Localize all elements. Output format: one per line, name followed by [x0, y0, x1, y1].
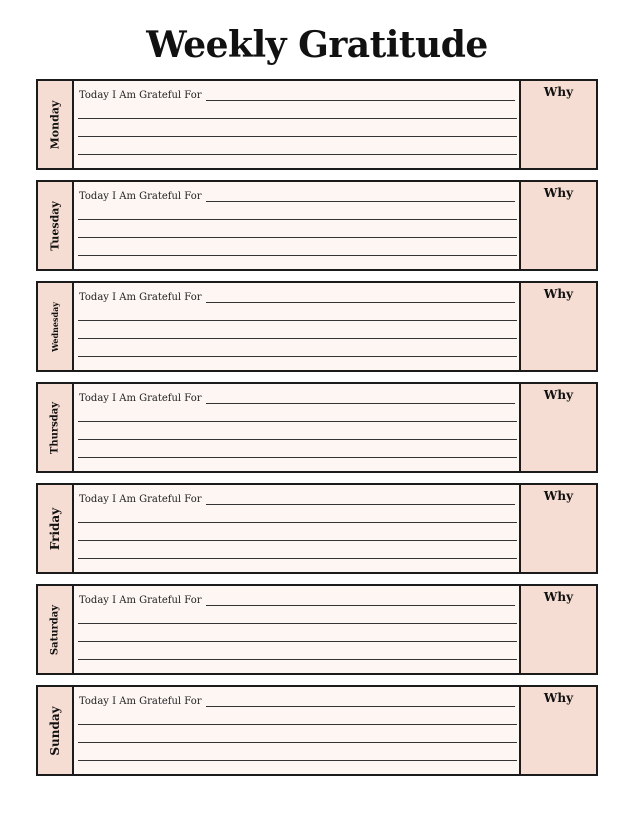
write-line[interactable] [78, 724, 517, 725]
why-label: Why [543, 691, 574, 705]
write-line[interactable] [206, 403, 516, 404]
write-line[interactable] [78, 136, 517, 137]
write-line[interactable] [206, 504, 516, 505]
day-label-column [38, 687, 74, 774]
write-line[interactable] [78, 338, 517, 339]
gratitude-lines-area[interactable] [74, 81, 519, 168]
write-line[interactable] [206, 100, 516, 101]
day-block-saturday [36, 584, 598, 675]
write-line[interactable] [78, 255, 517, 256]
write-line[interactable] [78, 421, 517, 422]
day-label-column [38, 182, 74, 269]
day-label: Thursday [49, 401, 61, 454]
day-block-tuesday [36, 180, 598, 271]
day-block-wednesday [36, 281, 598, 372]
gratitude-lines-area[interactable] [74, 586, 519, 673]
write-line[interactable] [78, 623, 517, 624]
write-line[interactable] [78, 760, 517, 761]
day-block-thursday [36, 382, 598, 473]
write-line[interactable] [78, 742, 517, 743]
prompt-row [79, 292, 515, 304]
day-label: Wednesday [50, 301, 60, 352]
why-column[interactable] [519, 485, 596, 572]
why-label: Why [543, 388, 574, 402]
prompt-row [79, 191, 515, 203]
day-block-monday [36, 79, 598, 170]
write-line[interactable] [78, 154, 517, 155]
day-label: Tuesday [48, 200, 62, 251]
write-line[interactable] [206, 201, 516, 202]
why-column[interactable] [519, 687, 596, 774]
why-column[interactable] [519, 81, 596, 168]
prompt-text: Today I Am Grateful For [79, 494, 202, 505]
why-label: Why [543, 590, 574, 604]
day-label: Friday [48, 507, 62, 550]
write-line[interactable] [206, 605, 516, 606]
write-line[interactable] [78, 237, 517, 238]
gratitude-lines-area[interactable] [74, 485, 519, 572]
day-label-column [38, 485, 74, 572]
prompt-text: Today I Am Grateful For [79, 393, 202, 404]
day-label: Monday [48, 100, 62, 149]
why-column[interactable] [519, 586, 596, 673]
gratitude-lines-area[interactable] [74, 687, 519, 774]
day-label-column [38, 283, 74, 370]
day-block-friday [36, 483, 598, 574]
write-line[interactable] [78, 118, 517, 119]
prompt-text: Today I Am Grateful For [79, 595, 202, 606]
write-line[interactable] [78, 439, 517, 440]
days-list [36, 79, 598, 786]
why-column[interactable] [519, 182, 596, 269]
why-label: Why [543, 287, 574, 301]
prompt-text: Today I Am Grateful For [79, 90, 202, 101]
day-label-column [38, 586, 74, 673]
write-line[interactable] [78, 457, 517, 458]
write-line[interactable] [78, 558, 517, 559]
day-block-sunday [36, 685, 598, 776]
gratitude-lines-area[interactable] [74, 182, 519, 269]
prompt-text: Today I Am Grateful For [79, 191, 202, 202]
write-line[interactable] [78, 522, 517, 523]
why-label: Why [543, 489, 574, 503]
write-line[interactable] [78, 356, 517, 357]
prompt-row [79, 494, 515, 506]
write-line[interactable] [78, 659, 517, 660]
day-label-column [38, 384, 74, 471]
prompt-row [79, 393, 515, 405]
why-label: Why [543, 186, 574, 200]
day-label-column [38, 81, 74, 168]
prompt-row [79, 90, 515, 102]
why-column[interactable] [519, 283, 596, 370]
why-label: Why [543, 85, 574, 99]
prompt-text: Today I Am Grateful For [79, 292, 202, 303]
prompt-row [79, 696, 515, 708]
prompt-row [79, 595, 515, 607]
write-line[interactable] [206, 706, 516, 707]
write-line[interactable] [78, 540, 517, 541]
write-line[interactable] [78, 219, 517, 220]
write-line[interactable] [78, 641, 517, 642]
why-column[interactable] [519, 384, 596, 471]
day-label: Sunday [48, 705, 62, 756]
prompt-text: Today I Am Grateful For [79, 696, 202, 707]
gratitude-lines-area[interactable] [74, 384, 519, 471]
write-line[interactable] [206, 302, 516, 303]
day-label: Saturday [49, 604, 61, 655]
gratitude-lines-area[interactable] [74, 283, 519, 370]
write-line[interactable] [78, 320, 517, 321]
page-title: Weekly Gratitude [146, 24, 488, 66]
